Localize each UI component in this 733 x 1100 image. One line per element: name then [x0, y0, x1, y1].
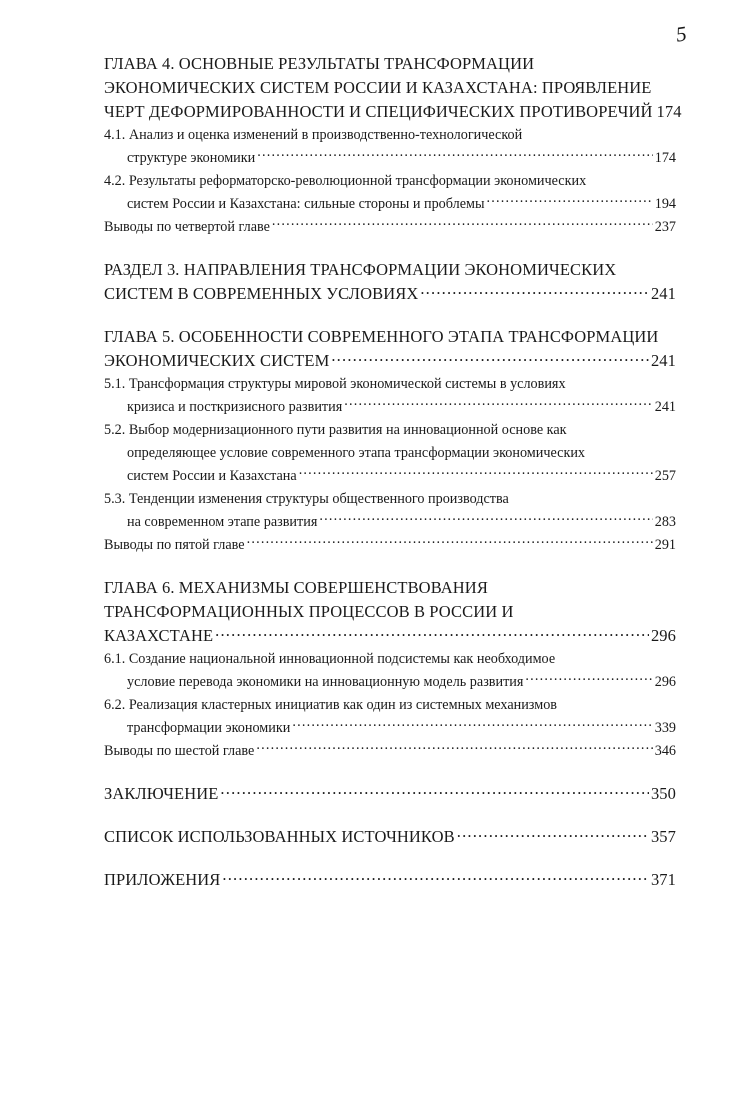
toc-chapter-4-title-line-3: ЧЕРТ ДЕФОРМИРОВАННОСТИ И СПЕЦИФИЧЕСКИХ ПРОТИВОРЕЧИЙ 174 [104, 100, 676, 124]
leader-dots [299, 466, 653, 480]
leader-dots [257, 148, 652, 162]
toc-chapter-6-title-line-3: КАЗАХСТАНЕ ..... 296 [104, 624, 676, 648]
toc-chapter-5-conclusions: Выводы по пятой главе ..... 291 [104, 534, 676, 557]
toc-section-6-2-line-2: трансформации экономики ..... 339 [104, 717, 676, 740]
leader-dots [220, 783, 649, 800]
toc-page-ref: 291 [654, 537, 676, 553]
leader-dots [319, 512, 652, 526]
leader-dots [331, 350, 649, 367]
table-of-contents [104, 52, 682, 892]
leader-dots [420, 283, 649, 300]
toc-section-6-1-line-1: 6.1. Создание национальной инновационной подсистемы как необходимое [104, 651, 556, 667]
toc-section-4-2-line-2: систем России и Казахстана: сильные стороны и проблемы ..... 194 [104, 193, 676, 216]
toc-section-5-2-line-3: систем России и Казахстана ..... 257 [104, 465, 676, 488]
toc-section-4-2-line-1: 4.2. Результаты реформаторско-революционной трансформации экономических [104, 173, 587, 189]
leader-dots [215, 625, 649, 642]
leader-dots [292, 718, 652, 732]
toc-chapter-6-conclusions: Выводы по шестой главе ..... 346 [104, 740, 676, 763]
page-number: 5 [674, 21, 689, 47]
toc-page-ref: 241 [650, 284, 676, 303]
toc-section-6-2-line-1: 6.2. Реализация кластерных инициатив как один из системных механизмов [104, 697, 557, 713]
toc-section-5-2-line-1: 5.2. Выбор модернизационного пути развития на инновационной основе как [104, 422, 567, 438]
toc-page-ref: 174 [654, 150, 676, 166]
leader-dots [247, 535, 653, 549]
toc-page-ref: 350 [650, 784, 676, 803]
toc-page-ref: 283 [654, 514, 676, 530]
toc-part-3-title-line-2: СИСТЕМ В СОВРЕМЕННЫХ УСЛОВИЯХ ..... 241 [104, 282, 676, 306]
toc-page-ref: 241 [654, 399, 676, 415]
toc-page-ref: 241 [650, 351, 676, 370]
toc-chapter-4-title-line-2: ЭКОНОМИЧЕСКИХ СИСТЕМ РОССИИ И КАЗАХСТАНА: ПРОЯВЛЕНИЕ [104, 78, 652, 97]
toc-page-ref: 296 [650, 626, 676, 645]
toc-section-5-3-line-1: 5.3. Тенденции изменения структуры общественного производства [104, 491, 509, 507]
toc-section-5-1-line-1: 5.1. Трансформация структуры мировой экономической системы в условиях [104, 376, 566, 392]
toc-section-5-2-line-2: определяющее условие современного этапа трансформации экономических [127, 445, 586, 461]
toc-chapter-6-title-line-1: ГЛАВА 6. МЕХАНИЗМЫ СОВЕРШЕНСТВОВАНИЯ [104, 578, 488, 597]
toc-section-4-1-line-1: 4.1. Анализ и оценка изменений в производственно-технологической [104, 127, 523, 143]
toc-section-6-1-line-2: условие перевода экономики на инновационную модель развития ..... 296 [104, 671, 676, 694]
toc-chapter-4-title-line-1: ГЛАВА 4. ОСНОВНЫЕ РЕЗУЛЬТАТЫ ТРАНСФОРМАЦИИ [104, 54, 535, 73]
leader-dots [256, 741, 652, 755]
leader-dots [457, 826, 649, 843]
leader-dots [487, 194, 653, 208]
leader-dots [272, 217, 653, 231]
toc-page-ref: 237 [654, 219, 676, 235]
toc-appendices: ПРИЛОЖЕНИЯ ..... 371 [104, 868, 676, 892]
toc-references: СПИСОК ИСПОЛЬЗОВАННЫХ ИСТОЧНИКОВ ..... 357 [104, 825, 676, 849]
leader-dots [344, 397, 652, 411]
leader-dots [222, 869, 649, 886]
toc-page-ref: 296 [654, 674, 676, 690]
toc-page-ref: 174 [656, 102, 682, 121]
toc-page-ref: 346 [654, 743, 676, 759]
toc-page-ref: 339 [654, 720, 676, 736]
toc-chapter-4-conclusions: Выводы по четвертой главе ..... 237 [104, 216, 676, 239]
leader-dots [525, 672, 652, 686]
toc-page-ref: 257 [654, 468, 676, 484]
toc-section-5-3-line-2: на современном этапе развития ..... 283 [104, 511, 676, 534]
toc-chapter-6-title-line-2: ТРАНСФОРМАЦИОННЫХ ПРОЦЕССОВ В РОССИИ И [104, 602, 514, 621]
toc-section-4-1-line-2: структуре экономики ..... 174 [104, 147, 676, 170]
toc-section-5-1-line-2: кризиса и посткризисного развития ..... 241 [104, 396, 676, 419]
toc-part-3-title-line-1: РАЗДЕЛ 3. НАПРАВЛЕНИЯ ТРАНСФОРМАЦИИ ЭКОНОМИЧЕСКИХ [104, 260, 617, 279]
toc-chapter-5-title-line-1: ГЛАВА 5. ОСОБЕННОСТИ СОВРЕМЕННОГО ЭТАПА ТРАНСФОРМАЦИИ [104, 327, 659, 346]
toc-chapter-5-title-line-2: ЭКОНОМИЧЕСКИХ СИСТЕМ ..... 241 [104, 349, 676, 373]
toc-page-ref: 194 [654, 196, 676, 212]
toc-conclusion: ЗАКЛЮЧЕНИЕ ..... 350 [104, 782, 676, 806]
toc-page-ref: 357 [650, 827, 676, 846]
toc-page-ref: 371 [650, 870, 676, 889]
